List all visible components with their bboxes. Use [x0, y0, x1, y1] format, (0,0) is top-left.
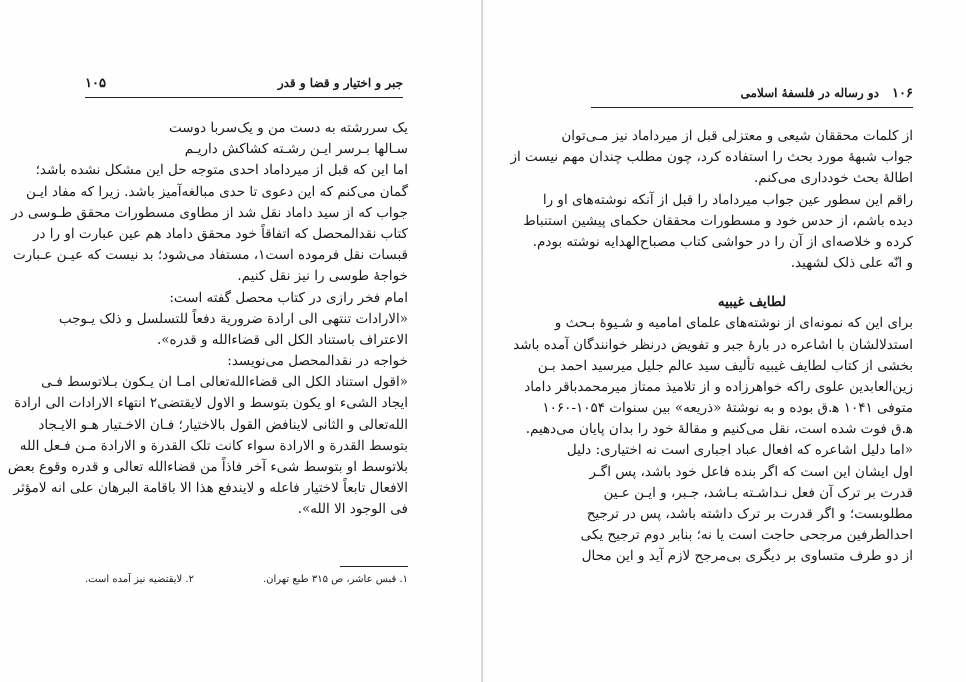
footnotes [85, 572, 408, 588]
text-line: خواجهٔ طوسی را نیز نقل کنیم. [237, 268, 408, 285]
paragraph [513, 313, 913, 440]
footnote-1: ۱. قبس عاشر، ص ۳۱۵ طبع تهران. [262, 574, 408, 585]
text-line: دیده باشم، از حدس خود و مسطورات محققان حکمای پیشین استنباط [523, 212, 913, 229]
page-body-text [510, 126, 913, 568]
quote-line: «الارادات تنتهی الی ارادة ضروریة دفعاً للتسلسل و ذلک یـوجب [58, 310, 408, 327]
quote-line: «اقول استناد الکل الی قضاءالله‌تعالی امـا ان یـکون بـلاتوسط فـی [41, 374, 408, 391]
quote-line: الافعال تابعاً لاختیار فاعله و لایندفع هذا الا باقامة البرهان علی انه لامؤثر [13, 480, 408, 497]
running-header-left [85, 76, 403, 98]
quote-line: مطلوبست؛ و اگر قدرت بر ترک داشته باشد، پس در ترجیح [586, 506, 913, 522]
quote-line: فی الوجود الا الله». [297, 501, 408, 518]
quote-line: ایجاد الشیء او یکون بتوسط و الاول لایقتضی۲ انتهاء الارادات الی ارادة [14, 395, 408, 412]
text-line: راقم این سطور عین جواب میرداماد را قبل از آنکه نوشته‌های او را [542, 191, 913, 208]
text-line: ه‍.ق فوت شده است، نقل می‌کنیم و مقالهٔ خود را بدان پایان می‌دهیم. [525, 421, 913, 438]
text-line: جواب که از سید داماد نقل شد از مطاوی مسطورات محقق طـوسی در [11, 204, 408, 221]
section-spacer [591, 274, 913, 292]
text-line: متوفی ۱۰۴۱ ه‍.ق بوده و به نوشتهٔ «ذریعه» بین سنوات ۱۰۵۴-۱۰۶۰ [542, 400, 913, 417]
footnote-divider [340, 566, 408, 567]
text-line: اما این که قبل از میرداماد احدی متوجه حل این مشکل نشده باشد؛ [35, 162, 408, 179]
quote-line: قدرت بر ترک آن فعل نـداشـته بـاشد، جـبر، و ایـن عـین [603, 484, 913, 501]
text-line: از کلمات محققان شیعی و معتزلی قبل از میرداماد نیز مـی‌توان [561, 128, 913, 144]
quoted-passage [566, 440, 913, 567]
text-line: برای این که نمونه‌ای از نوشته‌های علمای امامیه و شـیوهٔ بـحث و [554, 315, 913, 332]
page-number: ۱۰۶ [892, 86, 913, 101]
poem-line: سـالها بـرسر ایـن رشـته کشاکش داریـم [184, 141, 408, 158]
quote-line: بلاتوسط او بتوسط شیء آخر فاذاً من قضاءالله تعالی و قدره وقوع بعض [7, 459, 408, 475]
quote-line: اول ایشان این است که اگر بنده فاعل خود باشد، پس اگـر [589, 463, 913, 480]
text-line: قبسات نقل فرموده است۱، مستفاد می‌شود؛ بد نیست که عیـن عـبارت [12, 247, 408, 264]
paragraph [523, 190, 913, 275]
text-line: استدلالشان با اشاعره در بارهٔ جبر و تفویض درنظر خوانندگان آمده باشد [513, 336, 913, 353]
text-line: کتاب نقدالمحصل که اتفاقاً خود محقق داماد هم عین عبارت او را در [32, 225, 408, 242]
running-header-right [591, 86, 913, 108]
text-line: اطالهٔ بحث خودداری می‌کنم. [753, 170, 913, 187]
quote-line: احدالطرفین مرجحی حاجت است یا نه؛ بنابر دوم ترجیح یکی [580, 527, 913, 544]
text-line: زین‌العابدین علوی راکه خواهرزاده و از تلامیذ ممتاز میرمحمدباقر داماد [524, 378, 913, 395]
paragraph [510, 126, 913, 190]
quote-line: الاعتراف باستناد الکل الی قضاءالله و قدره». [156, 331, 408, 348]
poem-line: یک سررشته به دست من و یک‌سربا دوست [169, 120, 408, 136]
footnote-2: ۲. لایقتضیه نیز آمده است. [85, 574, 194, 585]
section-heading: لطایف غیبیه [717, 294, 787, 311]
page-body-text [7, 118, 408, 521]
text-line: گمان می‌کنم که این دعوی تا حدی مبالغه‌آمیز باشد. زیرا که مفاد ایـن [25, 183, 408, 200]
running-title: جبر و اختیار و قضا و قدر [277, 76, 403, 90]
text-line: و انّه علی ذلک لشهید. [790, 255, 913, 272]
text-line: جواب شبههٔ مورد بحث را استفاده کرد، چون مطلب چندان مهم نیست از [510, 149, 913, 166]
running-title: دو رساله در فلسفهٔ اسلامی [740, 86, 879, 100]
quote-line: «اما دلیل اشاعره که افعال عباد اجباری است نه اختیاری: دلیل [566, 442, 913, 459]
quote-line: از دو طرف متساوی بر دیگری بی‌مرجح لازم آید و این محال [581, 548, 913, 565]
text-line: امام فخر رازی در کتاب محصل گفته است: [169, 289, 408, 306]
text-line: خواجه در نقدالمحصل می‌نویسد: [227, 353, 408, 370]
page-106 [483, 0, 966, 682]
page-number: ۱۰۵ [85, 76, 106, 91]
quote-line: بتوسط القدرة و الارادة سواء کانت تلک القدرة و الارادة مـن فـعل الله [19, 437, 408, 454]
text-line: کرده و خلاصه‌ای از آن را در حواشی کتاب مصباح‌الهدایه نوشته بودم. [532, 233, 913, 250]
text-line: بخشی از کتاب لطایف غیبیه تألیف سید عالم جلیل میرسید احمد بـن [537, 357, 913, 374]
quote-line: الله‌تعالی و الثانی لاینافض القول بالاختیار؛ فـان الاخـتیار هـو الایـجاد [38, 416, 408, 433]
